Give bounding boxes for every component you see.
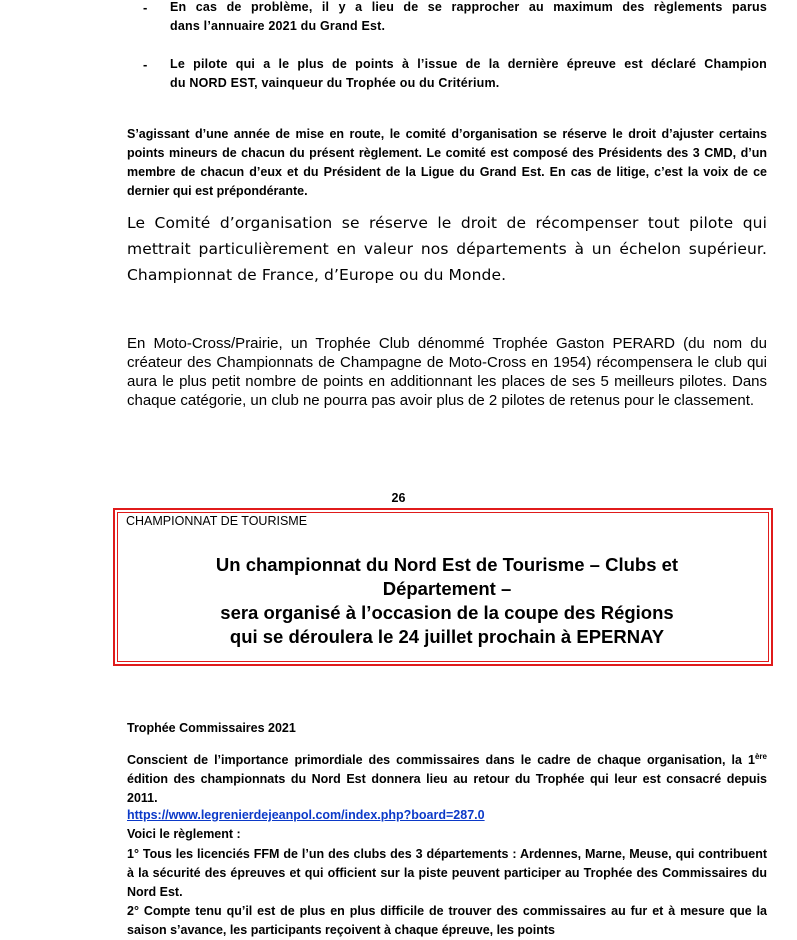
comite-paragraph: S’agissant d’une année de mise en route, le comité d’organisation se réserve le droit d’ajuster certains points mineurs de chacun du présent règlement. Le comité est composé des Présidents des 3 CMD, d’un membre de chacun d’eux et du Président de la Ligue du Grand Est. En cas de litige, c’est la voix de ce dernier qui est prépondérante. xyxy=(127,127,767,198)
bullet-line: du NORD EST, vainqueur du Trophée ou du Critérium. xyxy=(170,76,500,90)
tourisme-title-line: sera organisé à l’occasion de la coupe des Régions xyxy=(220,602,674,623)
tourisme-title-line: Un championnat du Nord Est de Tourisme – Clubs et xyxy=(215,554,679,575)
tourisme-title-line: qui se déroulera le 24 juillet prochain à EPERNAY xyxy=(229,626,665,647)
commissaires-intro xyxy=(127,751,767,808)
superscript-ere: ère xyxy=(754,752,767,761)
commissaires-intro-text-cont: édition des championnats du Nord Est donnera lieu au retour du Trophée qui leur est consacré depuis 2011. xyxy=(127,772,767,805)
commissaires-title: Trophée Commissaires 2021 xyxy=(127,721,296,735)
bullet-item-champion xyxy=(170,55,767,93)
rule-1: 1° Tous les licenciés FFM de l’un des clubs des 3 départements : Ardennes, Marne, Meuse, qui contribuent à la sécurité des épreuves et qui officient sur la piste peuvent participer au Trophée des Commissaires du Nord Est. xyxy=(127,847,767,899)
recompense-paragraph: Le Comité d’organisation se réserve le droit de récompenser tout pilote qui mettrait particulièrement en valeur nos départements à un échelon supérieur. Championnat de France, d’Europe ou du Monde. xyxy=(127,214,767,284)
bullet-dash: - xyxy=(143,57,148,72)
bullet-line: En cas de problème, il y a lieu de se rapprocher au maximum des règlements parus xyxy=(170,0,767,14)
bullet-item-reglements xyxy=(170,0,767,36)
tourisme-title-line: Département – xyxy=(382,578,512,599)
motocross-paragraph: En Moto-Cross/Prairie, un Trophée Club dénommé Trophée Gaston PERARD (du nom du créateur des Championnats de Champagne de Moto-Cross en 1954) récompensera le club qui aura le plus petit nombre de points en additionnant les places de ses 5 meilleurs pilotes. Dans chaque catégorie, un club ne pourra pas avoir plus de 2 pilotes de retenus pour le classement. xyxy=(127,335,767,409)
rule-2: 2° Compte tenu qu’il est de plus en plus difficile de trouver des commissaires au fur et à mesure que la saison s’avance, les participants reçoivent à chaque épreuve, les points xyxy=(127,904,767,937)
tourisme-box-label: CHAMPIONNAT DE TOURISME xyxy=(126,514,308,528)
reglement-label: Voici le règlement : xyxy=(127,827,241,841)
commissaires-link-row xyxy=(127,806,767,825)
bullet-line: dans l’annuaire 2021 du Grand Est. xyxy=(170,19,386,33)
commissaires-link[interactable]: https://www.legrenierdejeanpol.com/index.php?board=287.0 xyxy=(127,808,485,822)
tourisme-box-title xyxy=(127,553,767,649)
bullet-dash: - xyxy=(143,0,148,15)
commissaires-intro-text: Conscient de l’importance primordiale des commissaires dans le cadre de chaque organisation, la 1 xyxy=(127,753,755,767)
bullet-line: Le pilote qui a le plus de points à l’issue de la dernière épreuve est déclaré Champion xyxy=(170,57,767,71)
page-number: 26 xyxy=(391,491,406,505)
